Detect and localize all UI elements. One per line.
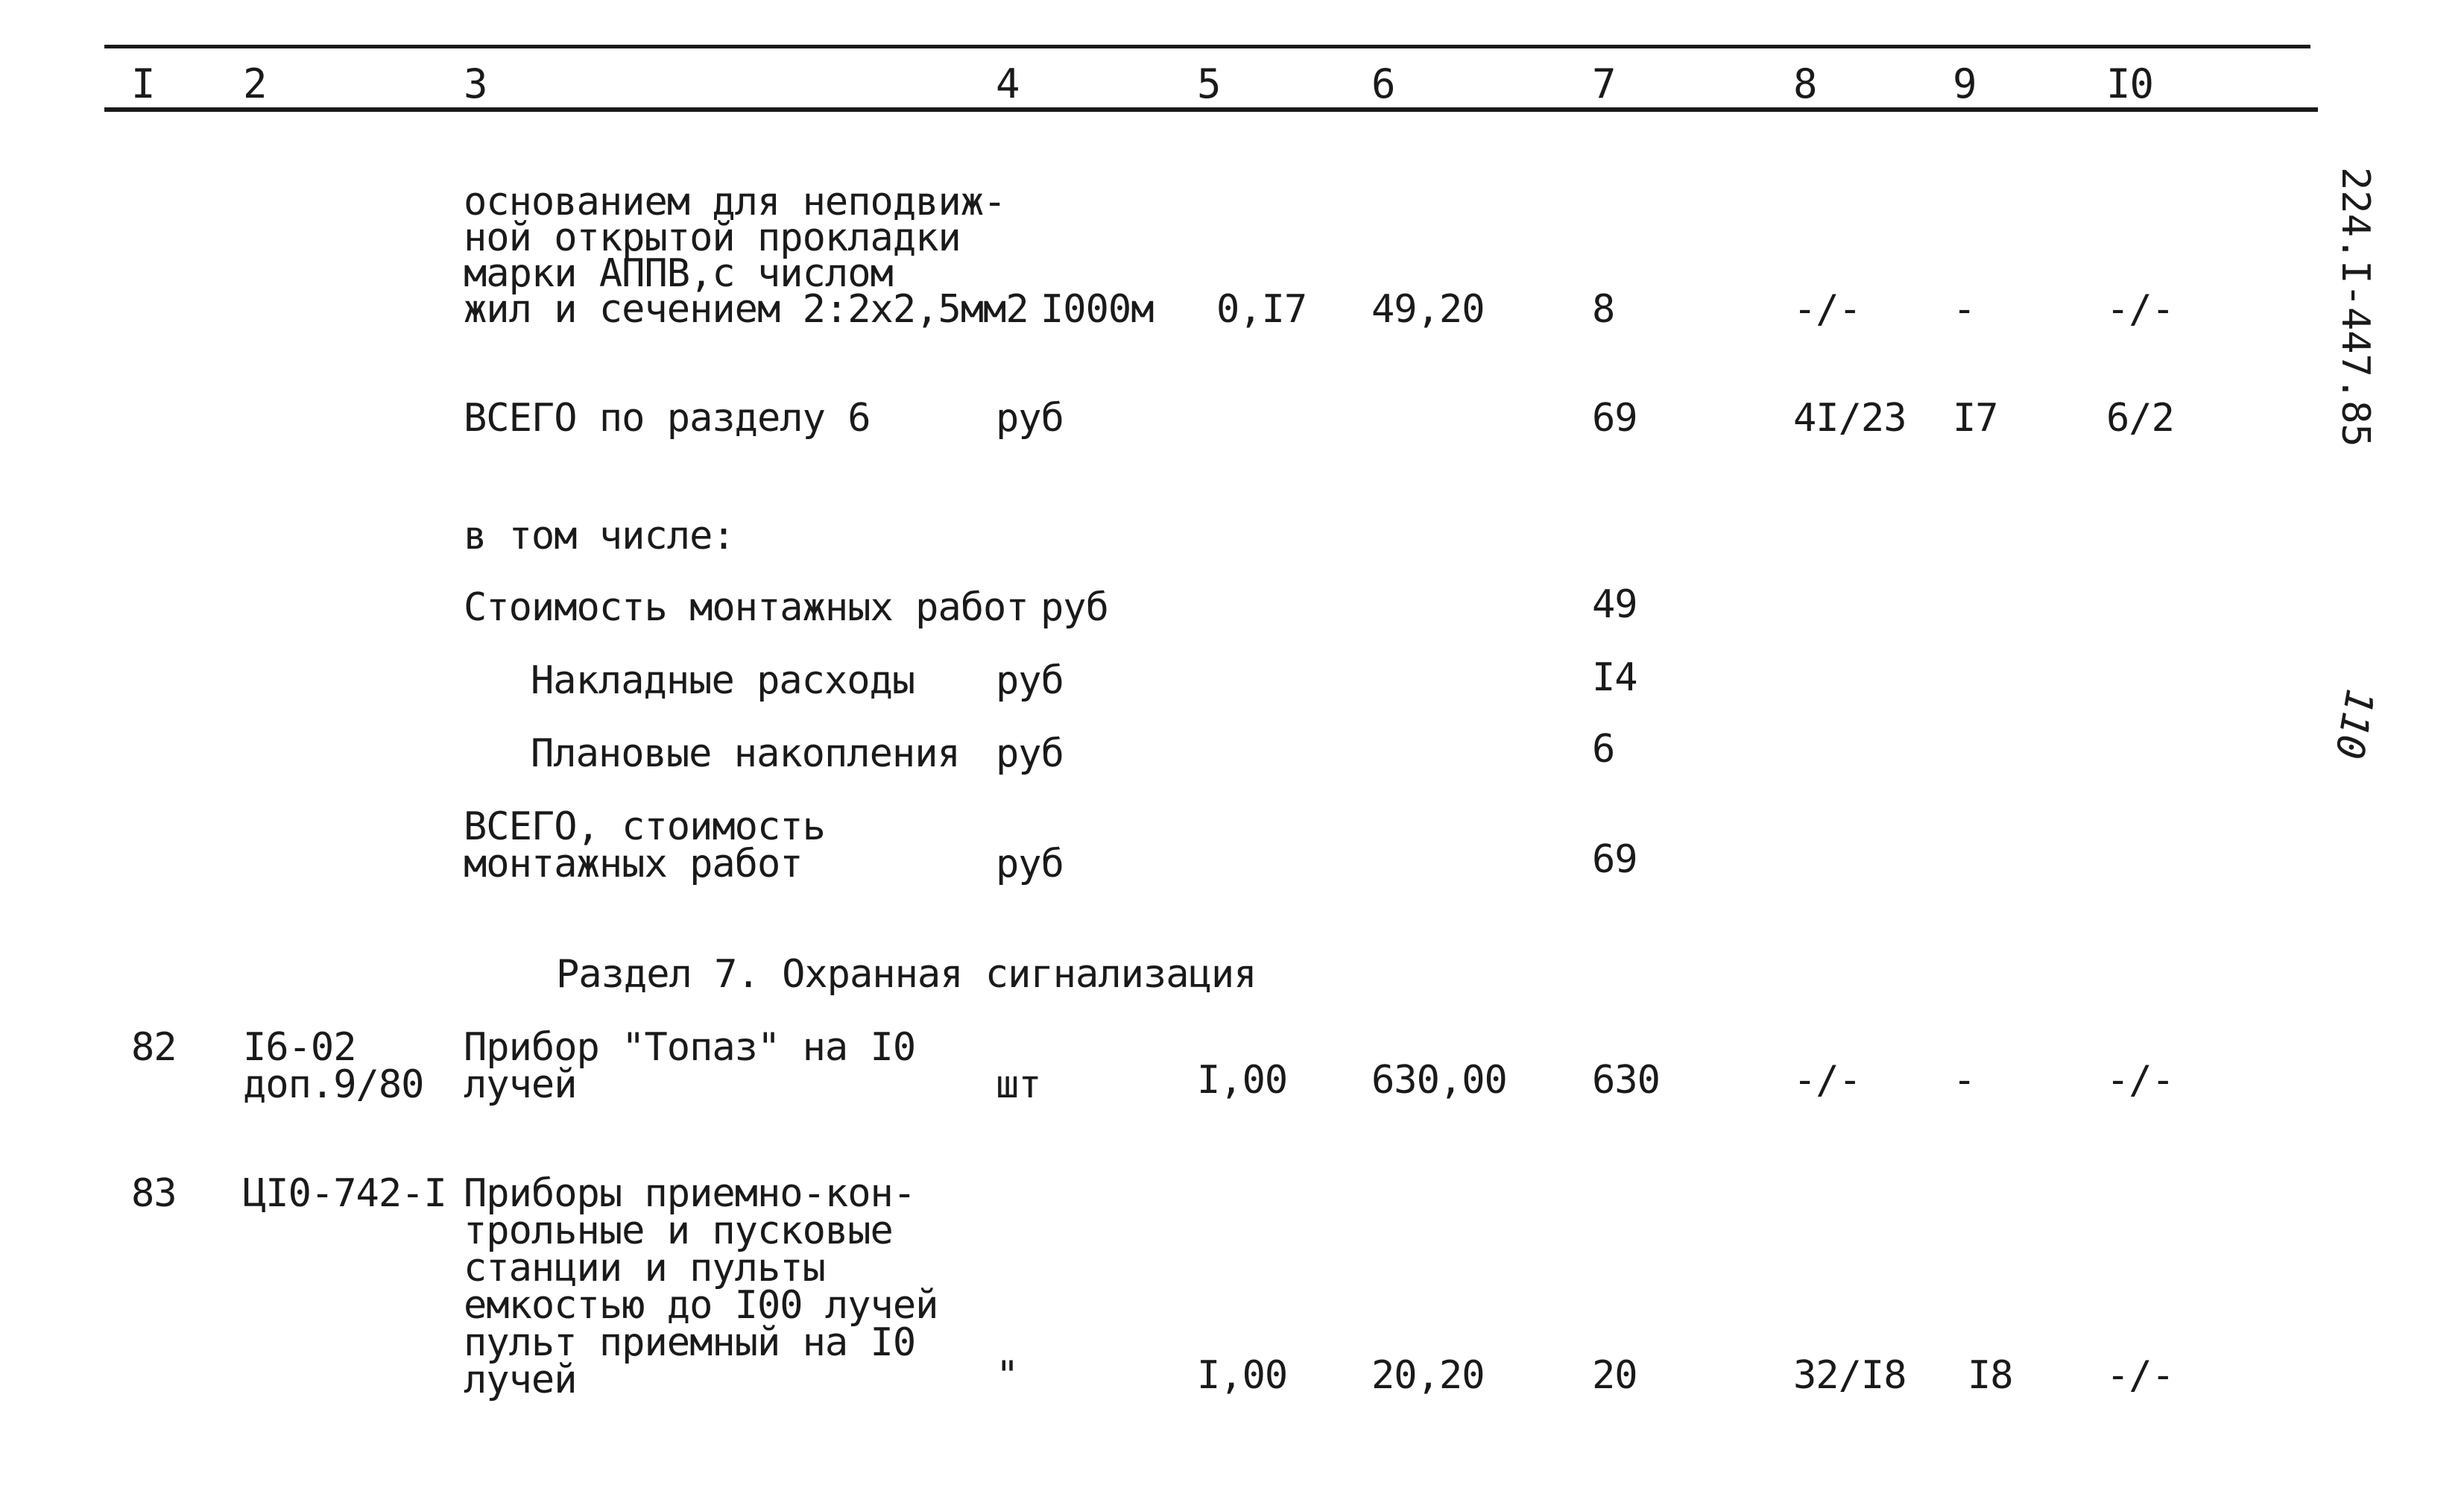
planned-savings-label: Плановые накопления (531, 731, 960, 776)
row83-desc-line-1: Приборы приемно-кон- (464, 1171, 916, 1216)
total-section6-unit: руб (996, 396, 1064, 441)
col-header-1: I (131, 60, 155, 107)
install-cost-col7: 49 (1592, 582, 1637, 627)
col-header-7: 7 (1592, 60, 1616, 107)
planned-savings-col7: 6 (1592, 727, 1615, 772)
section7-title: Раздел 7. Охранная сигнализация (556, 952, 1257, 997)
total-install-col7: 69 (1592, 837, 1637, 882)
row83-desc-line-3: станции и пульты (464, 1246, 825, 1290)
row82-desc-line-2: лучей (464, 1062, 577, 1107)
row82-desc-line-1: Прибор "Топаз" на I0 (464, 1025, 916, 1070)
col-header-2: 2 (243, 60, 267, 107)
row83-col8: 32/I8 (1793, 1353, 1907, 1398)
total-section6-col9: I7 (1953, 396, 1998, 441)
planned-savings-unit: руб (996, 731, 1064, 776)
col-header-6: 6 (1371, 60, 1395, 107)
header-bottom-rule (104, 107, 2318, 112)
cable-col6: 49,20 (1371, 287, 1485, 332)
cable-desc-line-4: жил и сечением 2:2х2,5мм2 (464, 287, 1029, 332)
page-number: 110 (2325, 685, 2382, 763)
including-label: в том числе: (464, 514, 735, 558)
row82-code-line-1: I6-02 (243, 1025, 356, 1070)
row83-desc-line-4: емкостью до I00 лучей (464, 1283, 938, 1328)
col-header-10: I0 (2106, 60, 2154, 107)
total-install-line-2: монтажных работ (464, 842, 803, 886)
row83-col5: I,00 (1197, 1353, 1288, 1398)
row82-col6: 630,00 (1371, 1058, 1507, 1103)
row82-col8: -/- (1793, 1058, 1861, 1103)
cable-col8: -/- (1793, 287, 1861, 332)
row83-col6: 20,20 (1371, 1353, 1485, 1398)
row83-col7: 20 (1592, 1353, 1637, 1398)
total-install-unit: руб (996, 842, 1064, 886)
row82-col10: -/- (2106, 1058, 2174, 1103)
install-cost-label: Стоимость монтажных работ (464, 585, 1029, 630)
col-header-4: 4 (996, 60, 1020, 107)
install-cost-unit: руб (1040, 585, 1108, 630)
col-header-8: 8 (1793, 60, 1817, 107)
total-section6-label: ВСЕГО по разделу 6 (464, 396, 871, 441)
total-install-line-1: ВСЕГО, стоимость (464, 804, 825, 849)
row82-num: 82 (131, 1025, 177, 1070)
row82-col5: I,00 (1197, 1058, 1288, 1103)
row82-code-line-2: доп.9/80 (243, 1062, 424, 1107)
overhead-unit: руб (996, 658, 1064, 703)
overhead-label: Накладные расходы (531, 658, 915, 703)
col-header-3: 3 (464, 60, 487, 107)
cable-col10: -/- (2106, 287, 2174, 332)
header-top-rule (104, 45, 2310, 48)
row83-code: ЦI0-742-I (243, 1171, 446, 1216)
row83-col9: I8 (1968, 1353, 2013, 1398)
cable-desc-line-1: основанием для неподвиж- (464, 180, 1006, 224)
row83-desc-line-6: лучей (464, 1358, 577, 1402)
cable-col7: 8 (1592, 287, 1615, 332)
total-section6-col8: 4I/23 (1793, 396, 1907, 441)
cable-col9: - (1953, 287, 1976, 332)
row83-num: 83 (131, 1171, 177, 1216)
total-section6-col7: 69 (1592, 396, 1637, 441)
row82-unit: шт (996, 1062, 1041, 1107)
col-header-9: 9 (1953, 60, 1977, 107)
row83-desc-line-2: трольные и пусковые (464, 1208, 893, 1253)
cable-unit: I000м (1040, 287, 1154, 332)
cable-desc-line-2: ной открытой прокладки (464, 215, 961, 260)
overhead-col7: I4 (1592, 655, 1637, 700)
row83-unit: " (996, 1353, 1019, 1398)
row83-desc-line-5: пульт приемный на I0 (464, 1320, 916, 1365)
col-header-5: 5 (1197, 60, 1221, 107)
doc-code: 224.I-447.85 (2333, 167, 2378, 447)
row82-col7: 630 (1592, 1058, 1660, 1103)
cable-desc-line-3: марки АППВ,с числом (464, 251, 893, 296)
cable-col5: 0,I7 (1216, 287, 1307, 332)
row83-col10: -/- (2106, 1353, 2174, 1398)
row82-col9: - (1953, 1058, 1976, 1103)
total-section6-col10: 6/2 (2106, 396, 2174, 441)
